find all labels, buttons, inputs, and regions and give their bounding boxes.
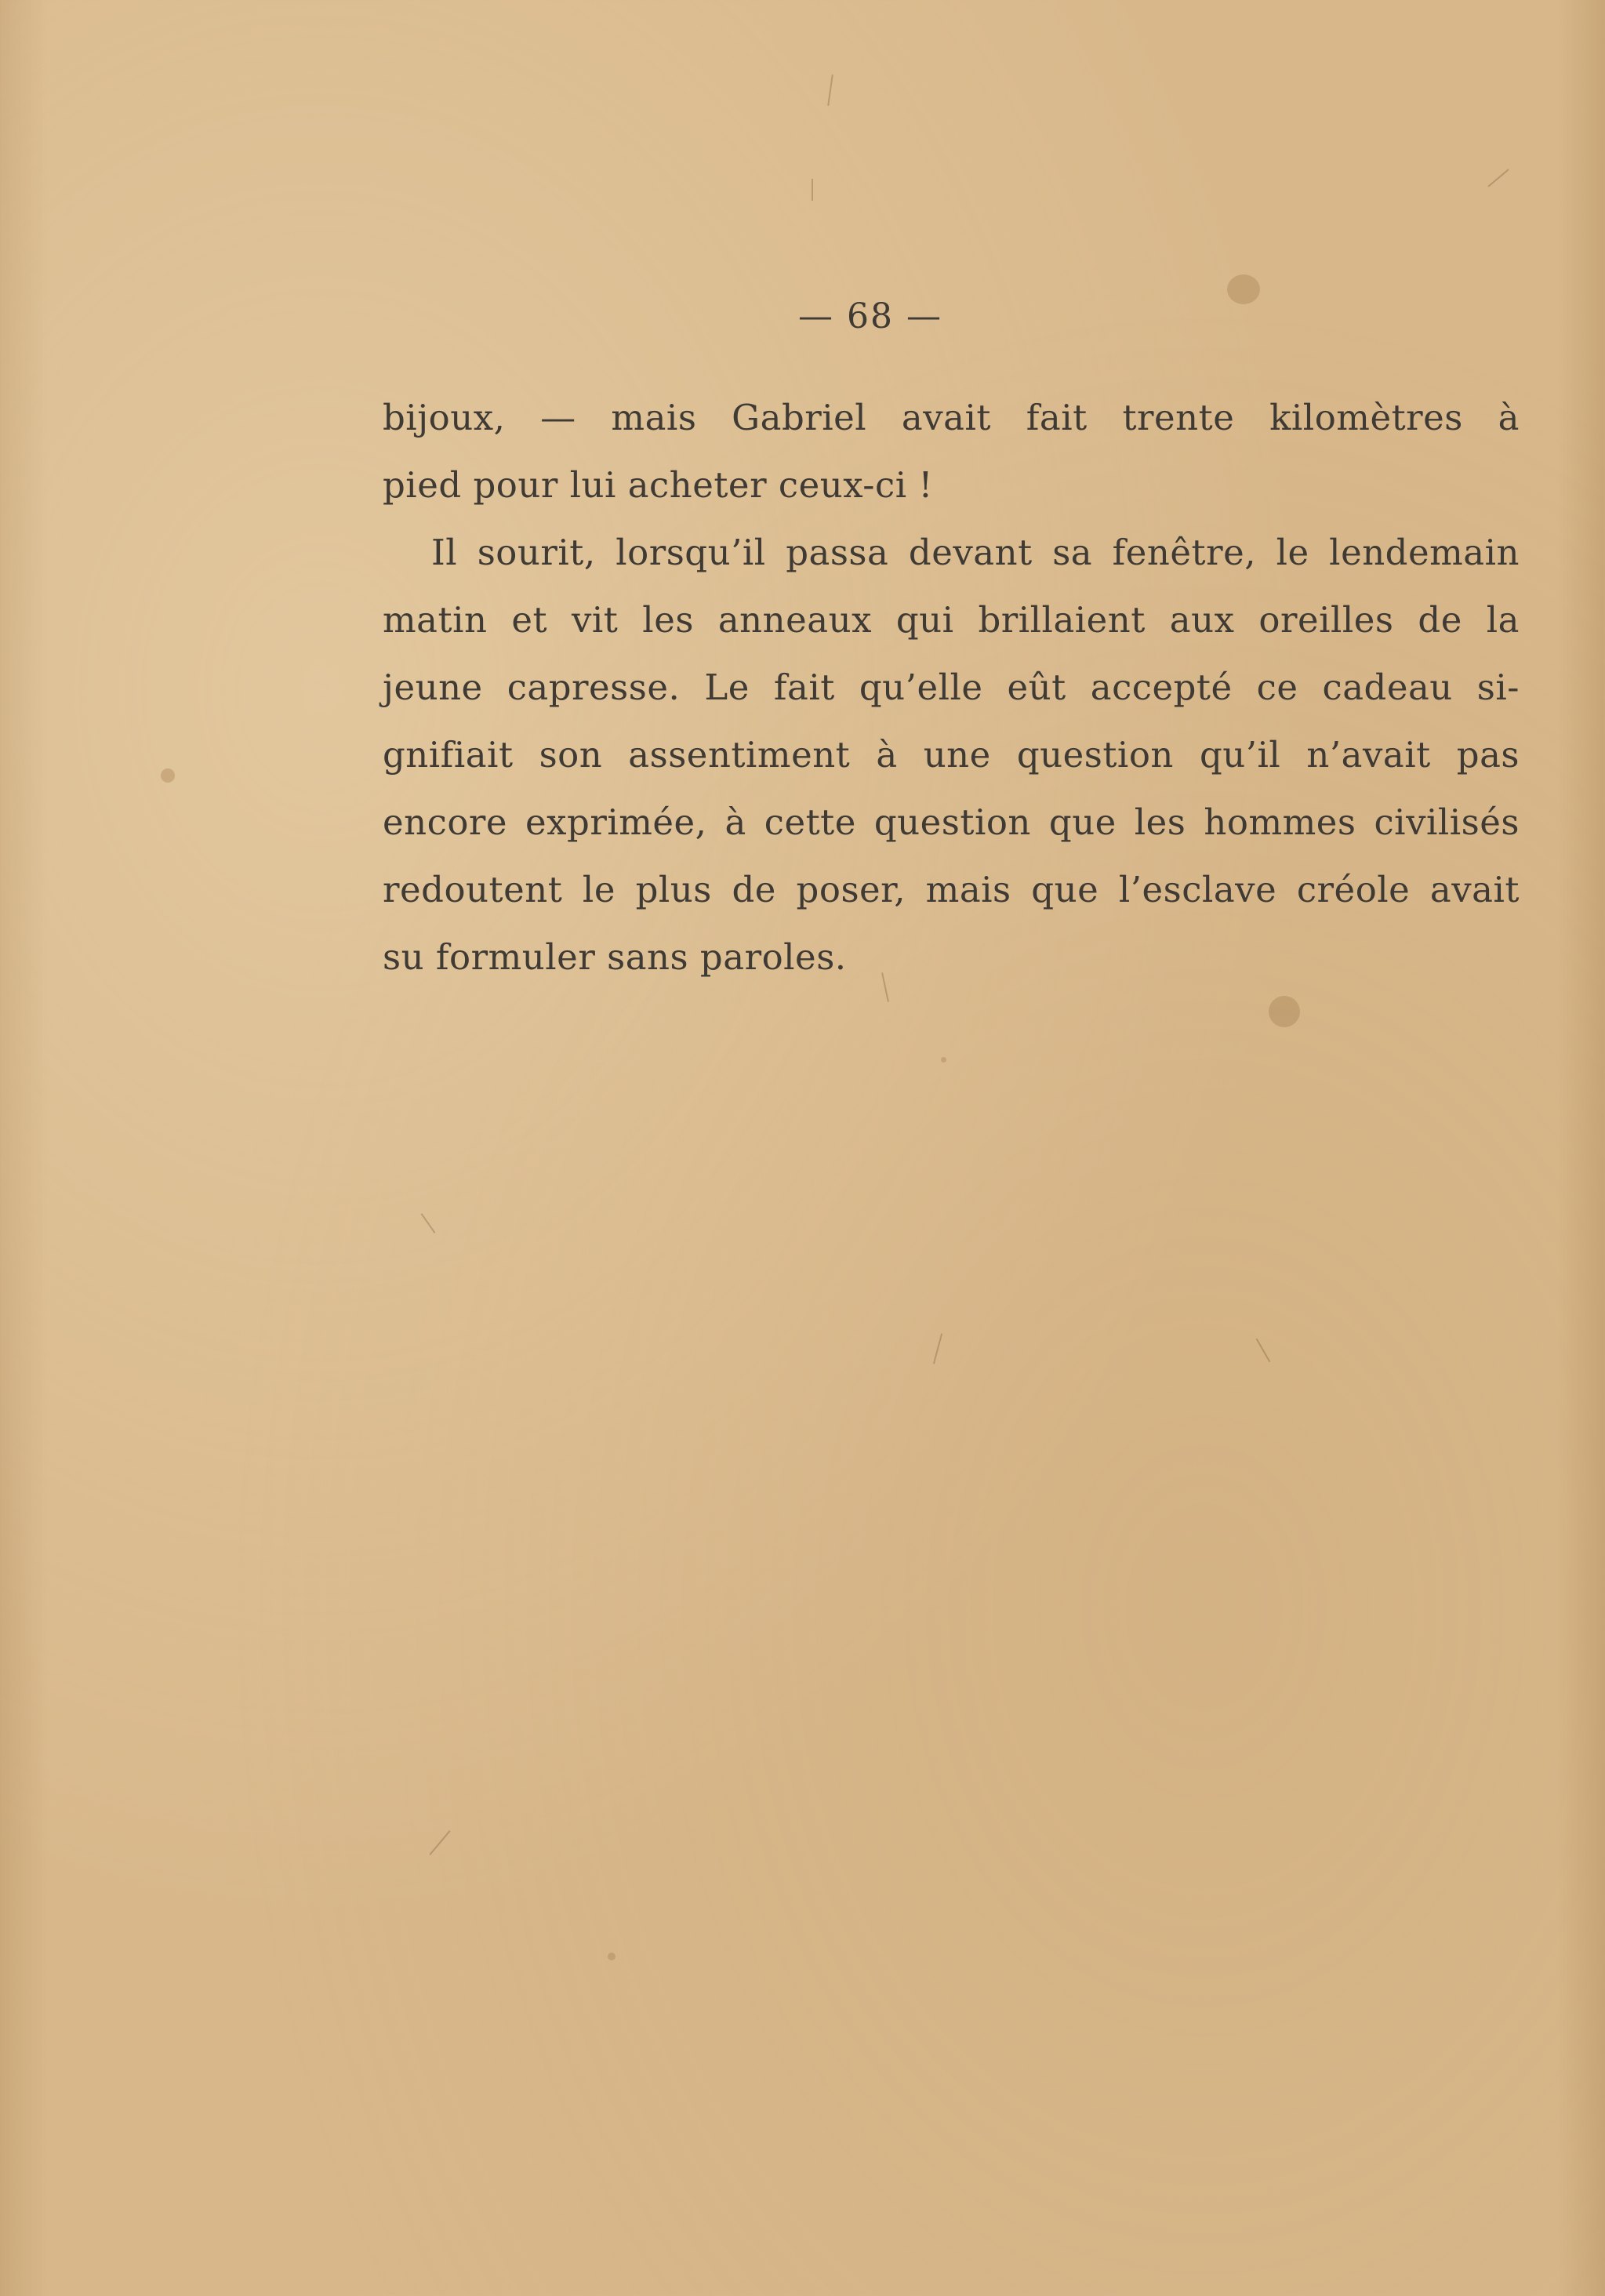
paper-fiber <box>1487 169 1509 187</box>
paper-speck <box>161 768 175 783</box>
text-line: gnifiait son assentiment à une question qu’il n’avait pas <box>383 734 1520 776</box>
body-text <box>383 384 1520 991</box>
text-line: bijoux, — mais Gabriel avait fait trente kilomètres à <box>383 397 1520 438</box>
text-line: matin et vit les anneaux qui brillaient aux oreilles de la <box>383 599 1520 641</box>
text-line: encore exprimée, à cette question que les hommes civilisés <box>383 801 1520 843</box>
text-line: su formuler sans paroles. <box>383 936 847 978</box>
paper-fiber <box>421 1213 436 1233</box>
paper-fiber <box>827 74 833 106</box>
paper-speck <box>608 1953 615 1960</box>
paper-fiber <box>933 1333 942 1364</box>
text-line: Il sourit, lorsqu’il passa devant sa fenêtre, le lendemain <box>431 532 1520 573</box>
text-line: jeune capresse. Le fait qu’elle eût accepté ce cadeau si- <box>383 667 1520 708</box>
text-line: pied pour lui acheter ceux-ci ! <box>383 464 933 506</box>
text-line: redoutent le plus de poser, mais que l’esclave créole avait <box>383 869 1520 910</box>
paper-speck <box>1269 996 1300 1027</box>
paper-fiber <box>1256 1339 1271 1362</box>
paper-fiber <box>429 1830 450 1855</box>
page-number: — 68 — <box>798 296 942 336</box>
paper-fiber <box>812 179 813 201</box>
paper-speck <box>941 1057 946 1063</box>
